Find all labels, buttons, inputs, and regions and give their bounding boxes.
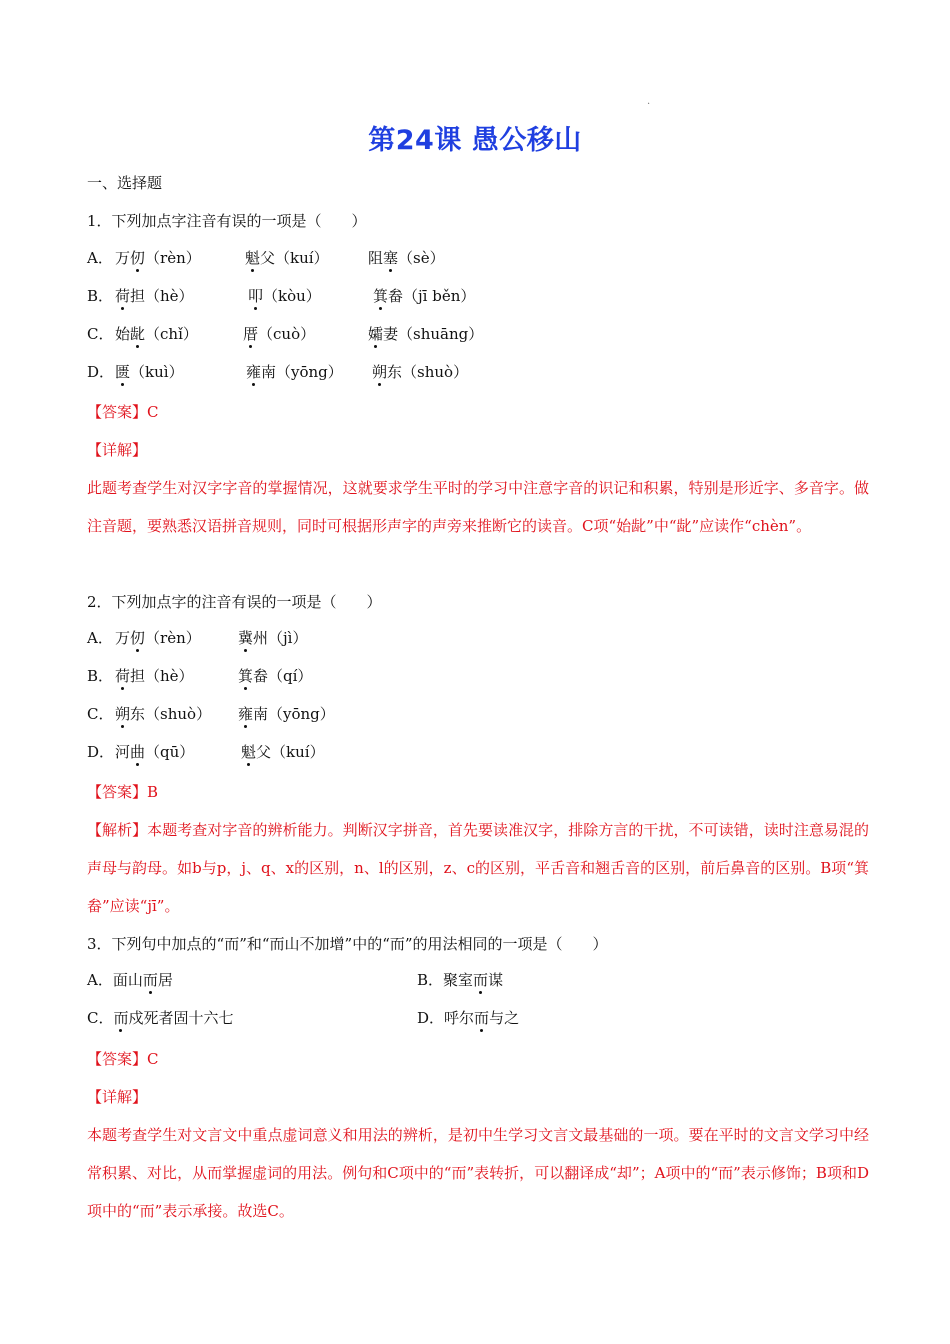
q2-option-b-item-2: 箕畚（qí） [238,667,313,685]
q1-option-a-item-3: 阻塞（sè） [368,249,445,267]
dotted-char: 朔 [372,363,388,381]
dotted-char: 龀 [130,325,146,343]
dotted-char: 荷 [115,667,131,685]
q3-option-a: A．面山而居 [87,971,173,989]
q1-option-b-item-2: 叩（kòu） [248,287,321,305]
q1-option-c-item-1: 始龀（chǐ） [115,325,198,343]
q1-option-letter-b: B． [87,287,114,305]
q3-option-d: D．呼尔而与之 [417,1009,520,1027]
dotted-char: 孀 [368,325,384,343]
q1-stem: 1．下列加点字注音有误的一项是（ ） [87,212,367,230]
q2-option-letter-b: B． [87,667,114,685]
page-title: 第24课 愚公移山 [368,125,582,156]
dotted-char: 叩 [248,287,264,305]
q2-option-letter-c: C． [87,705,114,723]
dotted-char: 仞 [130,249,146,267]
dotted-char: 匮 [115,363,131,381]
corner-mark: . [647,96,651,107]
q3-option-c: C．而戍死者固十六七 [87,1009,234,1027]
q1-option-d-item-1: 匮（kuì） [115,363,184,381]
q1-explanation: 此题考查学生对汉字字音的掌握情况，这就要求学生平时的学习中注意字音的识记和积累，特别是形近字、多音字。做注音题，要熟悉汉语拼音规则，同时可根据形声字的声旁来推断它的读音。C项“始龀”中“龀”应读作“chèn”。 [87,479,869,535]
q2-option-letter-d: D． [87,743,115,761]
q3-detail-label: 【详解】 [87,1088,148,1106]
dotted-char: 而 [473,971,489,989]
q1-answer: 【答案】C [87,403,159,421]
q1-option-letter-a: A． [87,249,113,267]
q3-answer: 【答案】C [87,1050,159,1068]
q3-stem: 3．下列句中加点的“而”和“而山不加增”中的“而”的用法相同的一项是（ ） [87,935,608,953]
q1-detail-label: 【详解】 [87,441,148,459]
section-heading: 一、选择题 [87,174,163,192]
q2-stem: 2．下列加点字的注音有误的一项是（ ） [87,593,382,611]
dotted-char: 冀 [238,629,254,647]
q1-option-d-item-3: 朔东（shuò） [372,363,469,381]
dotted-char: 曲 [130,743,146,761]
dotted-char: 而 [142,971,158,989]
q2-option-c-item-2: 雍南（yōng） [238,705,335,723]
q1-option-a-item-2: 魁父（kuí） [245,249,329,267]
q2-option-letter-a: A． [87,629,113,647]
dotted-char: 魁 [241,743,257,761]
dotted-char: 雍 [246,363,262,381]
dotted-char: 而 [474,1009,490,1027]
q1-option-d-item-2: 雍南（yōng） [246,363,343,381]
q1-option-letter-c: C． [87,325,114,343]
dotted-char: 箕 [373,287,389,305]
q3-option-b: B．聚室而谋 [417,971,504,989]
dotted-char: 而 [113,1009,129,1027]
q2-option-d-item-1: 河曲（qū） [115,743,195,761]
dotted-char: 塞 [383,249,399,267]
q2-option-a-item-2: 冀州（jì） [238,629,308,647]
dotted-char: 箕 [238,667,254,685]
dotted-char: 厝 [243,325,259,343]
q1-option-letter-d: D． [87,363,115,381]
dotted-char: 朔 [115,705,131,723]
q3-explanation: 本题考查学生对文言文中重点虚词意义和用法的辨析，是初中生学习文言文最基础的一项。要在平时的文言文学习中经常积累、对比，从而掌握虚词的用法。例句和C项中的“而”表转折，可以翻译成“却”；A项中的“而”表示修饰；B项和D项中的“而”表示承接。故选C。 [87,1126,869,1220]
dotted-char: 荷 [115,287,131,305]
q1-option-c-item-3: 孀妻（shuāng） [368,325,484,343]
q2-option-b-item-1: 荷担（hè） [115,667,194,685]
q1-option-c-item-2: 厝（cuò） [243,325,316,343]
dotted-char: 魁 [245,249,261,267]
dotted-char: 仞 [130,629,146,647]
q2-option-c-item-1: 朔东（shuò） [115,705,212,723]
q2-explanation: 【解析】本题考查对字音的辨析能力。判断汉字拼音，首先要读准汉字，排除方言的干扰，不可读错，读时注意易混的声母与韵母。如b与p，j、q、x的区别，n、l的区别，z、c的区别，平舌音和翘舌音的区别，前后鼻音的区别。B项“箕畚”应读“jī”。 [87,821,869,915]
q1-option-a-item-1: 万仞（rèn） [115,249,201,267]
q2-option-a-item-1: 万仞（rèn） [115,629,201,647]
q2-option-d-item-2: 魁父（kuí） [241,743,325,761]
q2-answer: 【答案】B [87,783,159,801]
dotted-char: 雍 [238,705,254,723]
q1-option-b-item-3: 箕畚（jī běn） [373,287,476,305]
q1-option-b-item-1: 荷担（hè） [115,287,194,305]
